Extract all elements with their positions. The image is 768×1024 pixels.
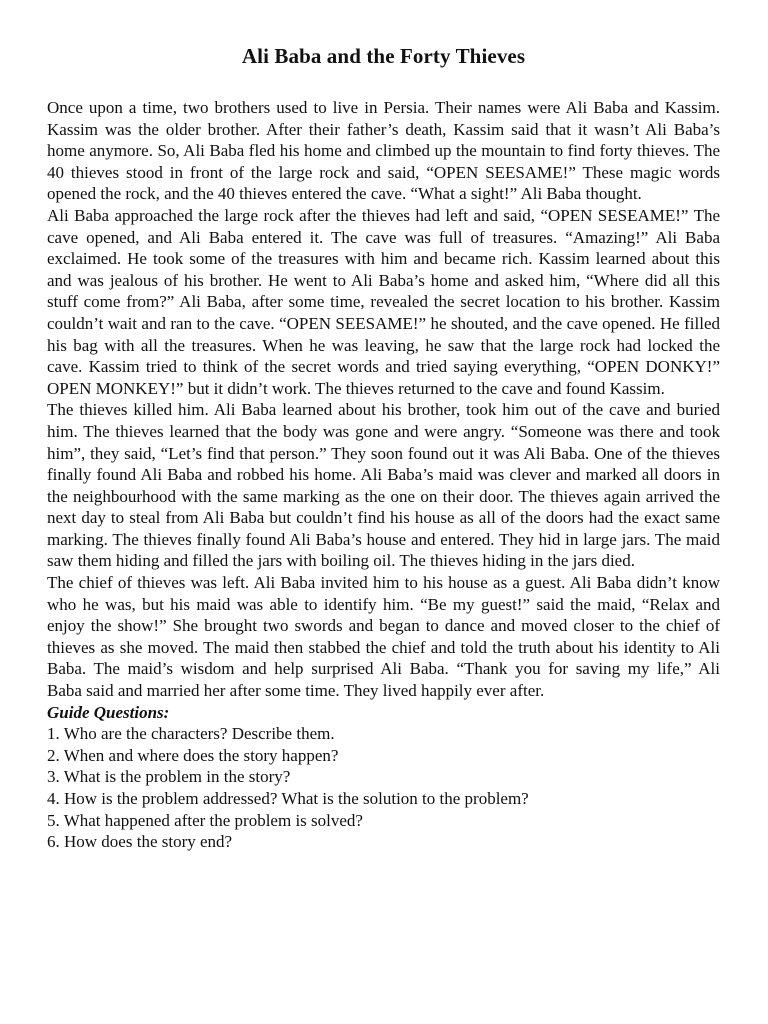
guide-questions-heading: Guide Questions: [47, 702, 170, 722]
document-title: Ali Baba and the Forty Thieves [241, 44, 526, 68]
story-paragraph-5: Baba said and married her after some time. They lived happily ever after. [47, 681, 545, 701]
guide-question-2: 2. When and where does the story happen? [47, 745, 339, 765]
story-paragraph-4: The chief of thieves was left. Ali Baba invited him to his house as a guest. Ali Baba didn’t know who he was, but his maid was able to identify him. “Be my guest!” said the maid, “Relax and enjoy the show!” She brought two swords and began to dance and moved closer to the chief of thieves as she moved. The maid then stabbed the chief and told the truth about his identity to Ali Baba. The maid’s wisdom and help surprised Ali Baba. “Thank you for saving my life,” Ali [47, 573, 720, 679]
guide-question-3: 3. What is the problem in the story? [47, 767, 291, 787]
guide-questions-section [47, 702, 720, 853]
story-paragraph-1: Once upon a time, two brothers used to live in Persia. Their names were Ali Baba and Kassim. Kassim was the older brother. After their father’s death, Kassim said that it wasn’t Ali Baba’s home anymore. So, Ali Baba fled his home and climbed up the mountain to find forty thieves. The 40 thieves stood in front of the large rock and said, “OPEN SEESAME!” These magic words opened the rock, and the 40 thieves entered the cave. “What a sight!” Ali Baba thought. [47, 98, 720, 204]
guide-questions-list [47, 723, 720, 853]
guide-question-5: 5. What happened after the problem is solved? [47, 810, 363, 830]
guide-question-4: 4. How is the problem addressed? What is the solution to the problem? [47, 789, 529, 808]
guide-question-1: 1. Who are the characters? Describe them. [47, 724, 335, 744]
story-body [47, 97, 720, 702]
guide-question-6: 6. How does the story end? [47, 832, 233, 852]
story-paragraph-2: Ali Baba approached the large rock after the thieves had left and said, “OPEN SESEAME!” The cave opened, and Ali Baba entered it. The cave was full of treasures. “Amazing!” Ali Baba exclaimed. He took some of the treasures with him and became rich. Kassim learned about this and was jealous of his brother. He went to Ali Baba’s home and asked him, “Where did all this stuff come from?” Ali Baba, after some time, revealed the secret location to his brother. Kassim couldn’t wait and ran to the cave. “OPEN SEESAME!” he shouted, and the cave opened. He filled his bag with all the treasures. When he was leaving, he saw that the large rock had locked the cave. Kassim tried to think of the secret words and tried saying everything, “OPEN DONKY!” OPEN MONKEY!” but it didn’t work. The thieves returned to the cave and found Kassim. [47, 205, 720, 398]
story-paragraph-3: The thieves killed him. Ali Baba learned about his brother, took him out of the cave and buried him. The thieves learned that the body was gone and were angry. “Someone was there and took him”, they said, “Let’s find that person.” They soon found out it was Ali Baba. One of the thieves finally found Ali Baba and robbed his home. Ali Baba’s maid was clever and marked all doors in the neighbourhood with the same marking as the one on their door. The thieves again arrived the next day to steal from Ali Baba but couldn’t find his house as all of the doors had the exact same marking. The thieves finally found Ali Baba’s house and entered. They hid in large jars. The maid saw them hiding and filled the jars with boiling oil. The thieves hiding in the jars died. [47, 400, 720, 571]
